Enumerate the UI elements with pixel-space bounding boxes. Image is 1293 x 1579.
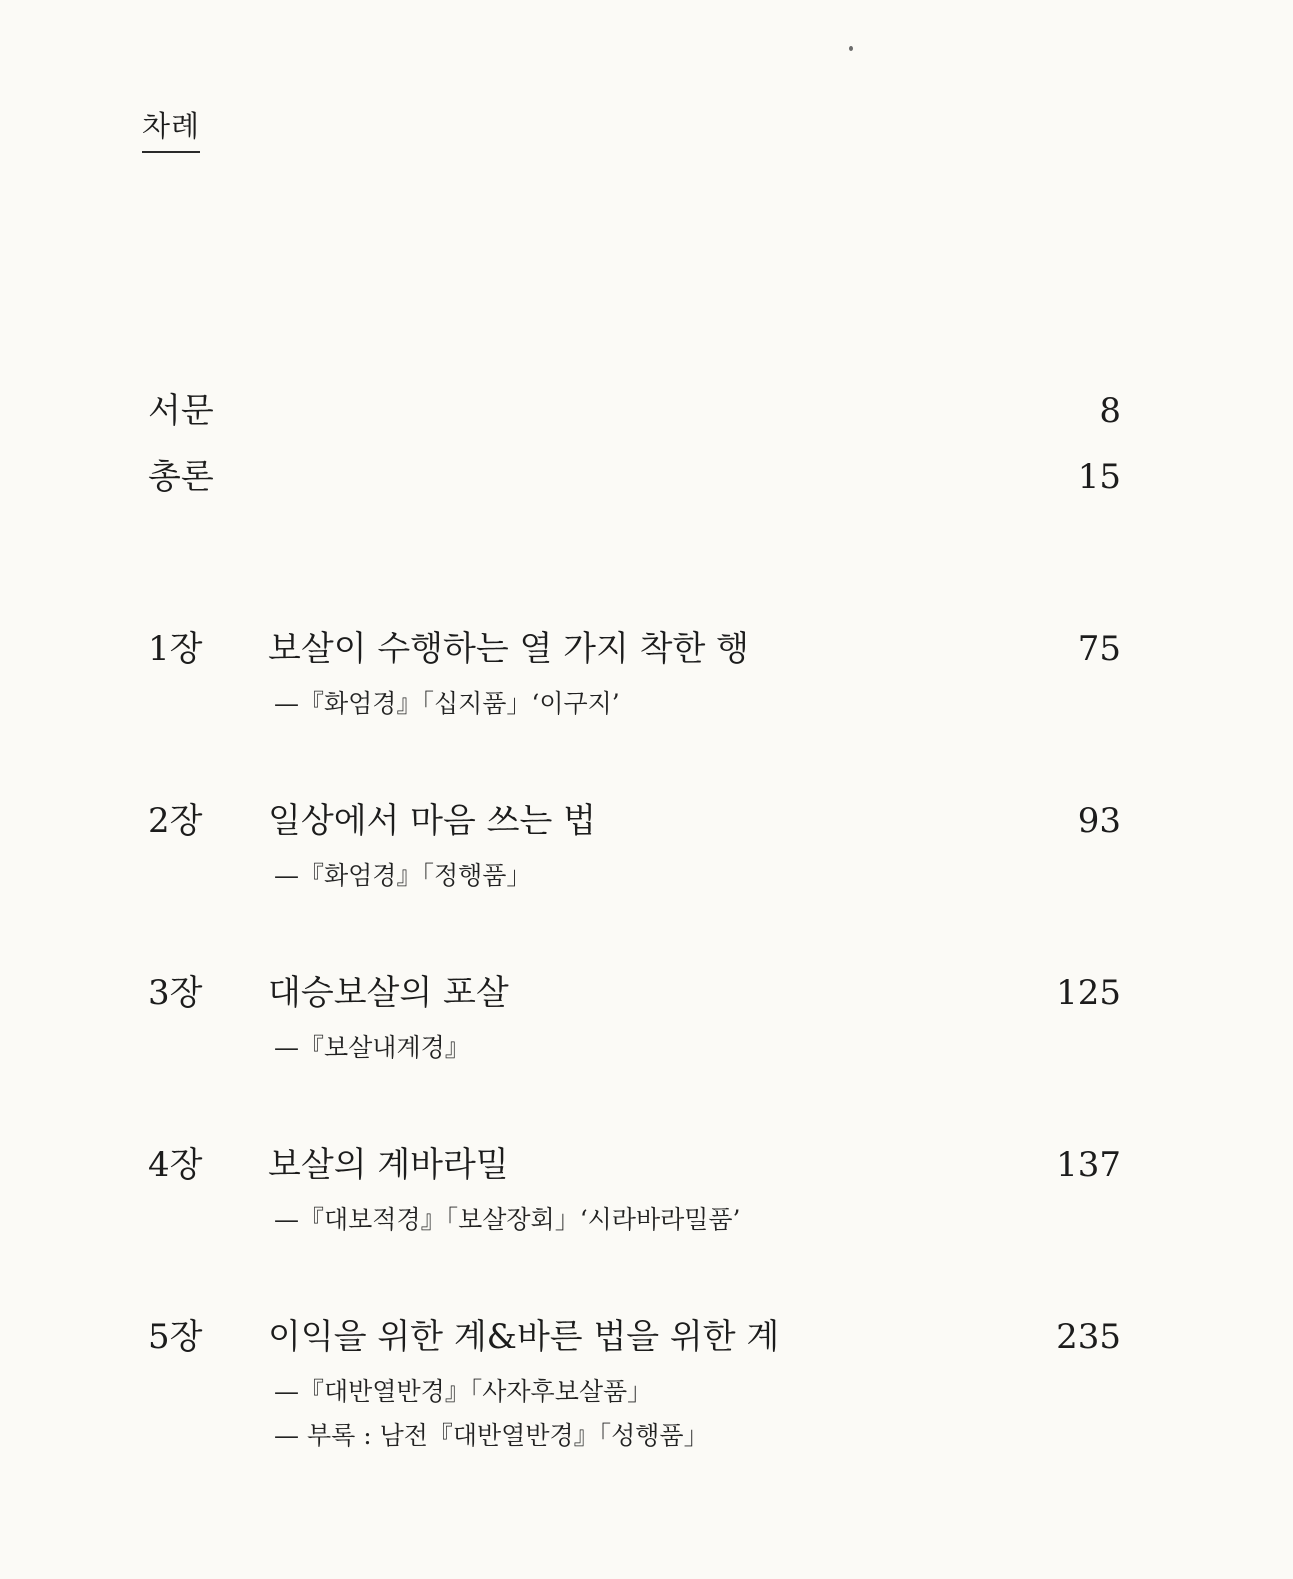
chapter-title: 보살의 계바라밀	[268, 1145, 509, 1185]
toc-entry-introduction	[0, 452, 1293, 508]
entry-title: 총론	[148, 457, 214, 497]
chapter-number: 5장	[148, 1317, 203, 1357]
chapter-page-number: 75	[1077, 629, 1121, 669]
toc-chapter-1	[0, 624, 1293, 680]
chapter-number: 3장	[148, 973, 203, 1013]
chapter-title: 이익을 위한 계&바른 법을 위한 계	[268, 1317, 780, 1357]
entry-title: 서문	[148, 391, 214, 431]
toc-chapter-2	[0, 796, 1293, 852]
chapter-number: 1장	[148, 629, 203, 669]
chapter-5-appendix-source: — 부록 : 남전『대반열반경』「성행품」	[274, 1421, 709, 1450]
paper-speck	[849, 46, 853, 51]
toc-entry-preface	[0, 386, 1293, 442]
chapter-5-source: —『대반열반경』「사자후보살품」	[274, 1377, 653, 1406]
entry-page-number: 15	[1077, 457, 1121, 497]
chapter-page-number: 235	[1056, 1317, 1121, 1357]
toc-chapter-4	[0, 1140, 1293, 1196]
chapter-number: 4장	[148, 1145, 203, 1185]
chapter-page-number: 125	[1056, 973, 1121, 1013]
chapter-1-source: —『화엄경』「십지품」‘이구지’	[274, 689, 620, 718]
entry-page-number: 8	[1099, 391, 1121, 431]
chapter-page-number: 93	[1077, 801, 1121, 841]
chapter-page-number: 137	[1056, 1145, 1121, 1185]
toc-heading: 차례	[142, 104, 200, 153]
chapter-4-source: —『대보적경』「보살장회」‘시라바라밀품’	[274, 1205, 741, 1234]
chapter-3-source: —『보살내계경』	[274, 1033, 470, 1062]
toc-chapter-5	[0, 1312, 1293, 1368]
chapter-title: 일상에서 마음 쓰는 법	[268, 801, 597, 841]
chapter-title: 보살이 수행하는 열 가지 착한 행	[268, 629, 750, 669]
chapter-2-source: —『화엄경』「정행품」	[274, 861, 532, 890]
chapter-title: 대승보살의 포살	[268, 973, 509, 1013]
chapter-number: 2장	[148, 801, 203, 841]
toc-chapter-3	[0, 968, 1293, 1024]
